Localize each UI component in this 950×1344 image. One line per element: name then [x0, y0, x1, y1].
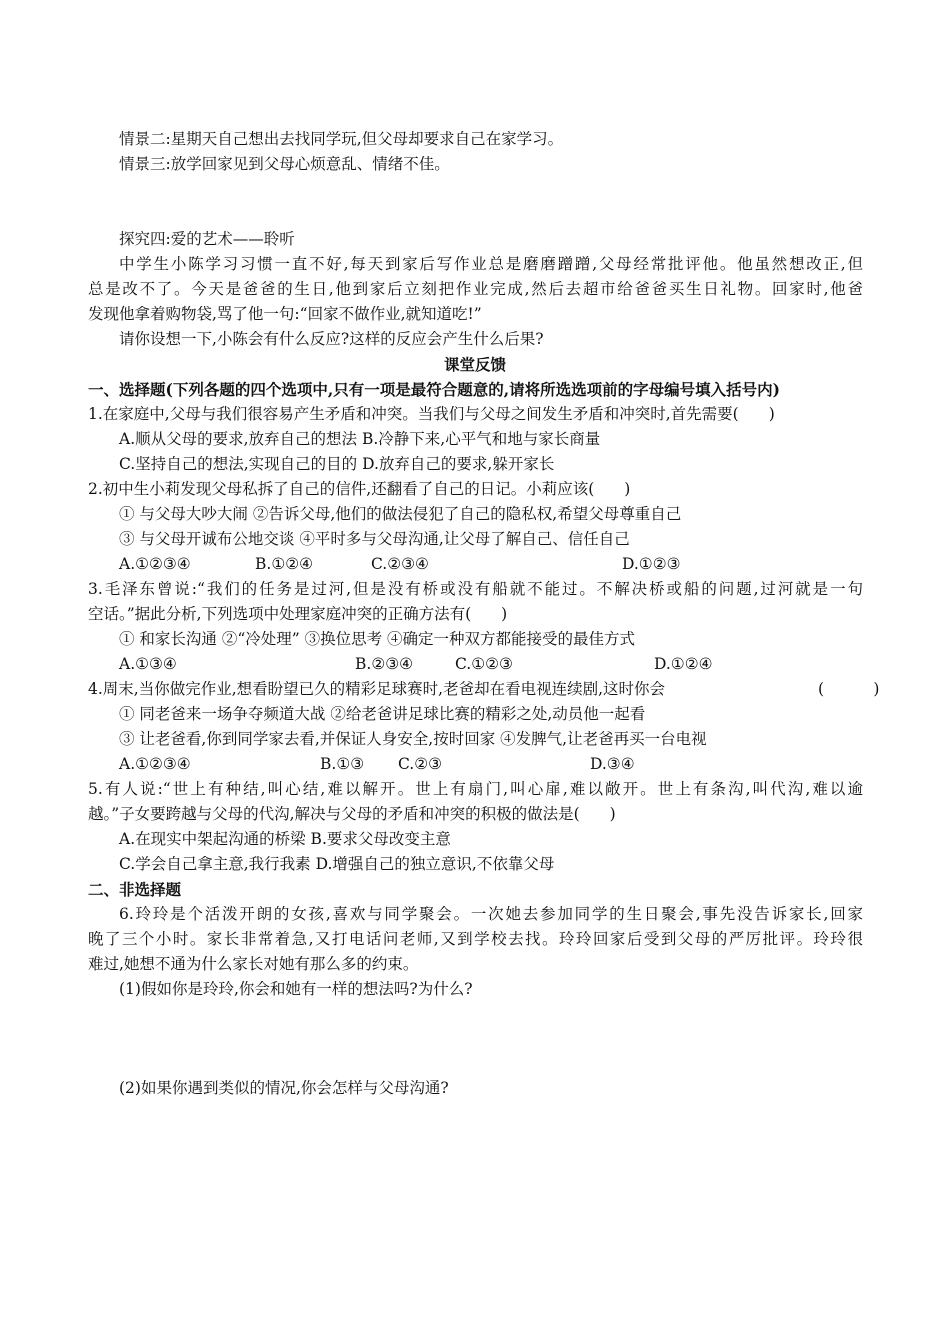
- question-3-option-b: B.②③④: [355, 655, 414, 673]
- question-2-items-line-2: ③ 与父母开诚布公地交谈 ④平时多与父母沟通,让父母了解自己、信任自己: [119, 530, 630, 548]
- question-4-option-a: A.①②③④: [119, 755, 191, 773]
- explore-4-para-line-3: 发现他拿着购物袋,骂了他一句:“回家不做作业,就知道吃!”: [88, 305, 482, 323]
- question-1-options-line-1: A.顺从父母的要求,放弃自己的想法 B.冷静下来,心平气和地与家长商量: [119, 430, 601, 448]
- question-3-stem-line-1: 3.毛泽东曾说:“我们的任务是过河,但是没有桥或没有船就不能过。不解决桥或船的问题,过河就是一句: [88, 580, 863, 598]
- question-4-option-b: B.①③: [320, 755, 365, 773]
- question-1-stem-text: 1.在家庭中,父母与我们很容易产生矛盾和冲突。当我们与父母之间发生矛盾和冲突时,首先需要(: [88, 405, 739, 423]
- section-2-title: 二、非选择题: [88, 880, 182, 899]
- feedback-heading: 课堂反馈: [443, 355, 506, 374]
- question-2-stem-text: 2.初中生小莉发现父母私拆了自己的信件,还翻看了自己的日记。小莉应该(: [88, 480, 595, 498]
- question-6-sub-1: (1)假如你是玲玲,你会和她有一样的想法吗?为什么?: [119, 980, 473, 998]
- question-4-option-d: D.③④: [590, 755, 635, 773]
- question-4-stem: 4.周末,当你做完作业,想看盼望已久的精彩足球赛时,老爸却在看电视连续剧,这时你会: [88, 680, 665, 698]
- question-5-options-line-2: C.学会自己拿主意,我行我素 D.增强自己的独立意识,不依靠父母: [119, 855, 555, 873]
- question-3-option-a: A.①③④: [119, 655, 177, 673]
- question-2-option-d: D.①②③: [622, 555, 681, 573]
- question-5-paren-close: ): [609, 805, 616, 823]
- question-1-stem: [88, 402, 878, 427]
- question-2-option-b: B.①②④: [255, 555, 314, 573]
- question-3-stem-line-2: [88, 602, 878, 627]
- question-1-paren-close: ): [768, 405, 775, 423]
- question-5-stem-line-2: [88, 802, 878, 827]
- question-2-stem: [88, 477, 878, 502]
- question-2-items-line-1: ① 与父母大吵大闹 ②告诉父母,他们的做法侵犯了自己的隐私权,希望父母尊重自己: [119, 505, 682, 523]
- question-3-stem-text: 空话。”据此分析,下列选项中处理家庭冲突的正确方法有(: [88, 605, 472, 623]
- section-1-title: 一、选择题(下列各题的四个选项中,只有一项是最符合题意的,请将所选选项前的字母编号填入括号内): [88, 380, 780, 399]
- question-5-stem-text: 越。”子女要跨越与父母的代沟,解决与父母的矛盾和冲突的积极的做法是(: [88, 805, 580, 823]
- question-5-stem-line-1: 5.有人说:“世上有种结,叫心结,难以解开。世上有扇门,叫心扉,难以敞开。世上有条沟,叫代沟,难以逾: [88, 780, 863, 798]
- question-2-option-a: A.①②③④: [119, 555, 191, 573]
- question-3-option-d: D.①②④: [654, 655, 713, 673]
- explore-4-para-line-1: 中学生小陈学习习惯一直不好,每天到家后写作业总是磨磨蹭蹭,父母经常批评他。他虽然想改正,但: [119, 255, 863, 273]
- question-6-sub-2: (2)如果你遇到类似的情况,你会怎样与父母沟通?: [119, 1079, 449, 1097]
- question-3-option-c: C.①②③: [455, 655, 513, 673]
- question-5-options-line-1: A.在现实中架起沟通的桥梁 B.要求父母改变主意: [119, 830, 451, 848]
- question-2-paren-close: ): [624, 480, 631, 498]
- question-3-paren-close: ): [501, 605, 508, 623]
- scenario-2: 情景二:星期天自己想出去找同学玩,但父母却要求自己在家学习。: [119, 130, 564, 148]
- question-4-items-line-1: ① 同老爸来一场争夺频道大战 ②给老爸讲足球比赛的精彩之处,动员他一起看: [119, 705, 646, 723]
- question-4-items-line-2: ③ 让老爸看,你到同学家去看,并保证人身安全,按时回家 ④发脾气,让老爸再买一台电视: [119, 730, 707, 748]
- question-4-option-c: C.②③: [398, 755, 443, 773]
- question-4-paren: ( ): [818, 680, 880, 698]
- scenario-3: 情景三:放学回家见到父母心烦意乱、情绪不佳。: [119, 155, 450, 173]
- explore-4-question: 请你设想一下,小陈会有什么反应?这样的反应会产生什么后果?: [119, 330, 544, 348]
- question-2-option-c: C.②③④: [371, 555, 429, 573]
- explore-4-para-line-2: 总是改不了。今天是爸爸的生日,他到家后立刻把作业完成,然后去超市给爸爸买生日礼物。回家时,他爸: [88, 280, 863, 298]
- question-6-line-1: 6.玲玲是个活泼开朗的女孩,喜欢与同学聚会。一次她去参加同学的生日聚会,事先没告诉家长,回家: [119, 905, 863, 923]
- question-3-items: ① 和家长沟通 ②“冷处理” ③换位思考 ④确定一种双方都能接受的最佳方式: [119, 630, 636, 648]
- question-6-line-2: 晚了三个小时。家长非常着急,又打电话问老师,又到学校去找。玲玲回家后受到父母的严厉批评。玲玲很: [88, 930, 863, 948]
- explore-4-title: 探究四:爱的艺术——聆听: [119, 230, 295, 248]
- question-1-options-line-2: C.坚持自己的想法,实现自己的目的 D.放弃自己的要求,躲开家长: [119, 455, 555, 473]
- question-6-line-3: 难过,她想不通为什么家长对她有那么多的约束。: [88, 955, 419, 973]
